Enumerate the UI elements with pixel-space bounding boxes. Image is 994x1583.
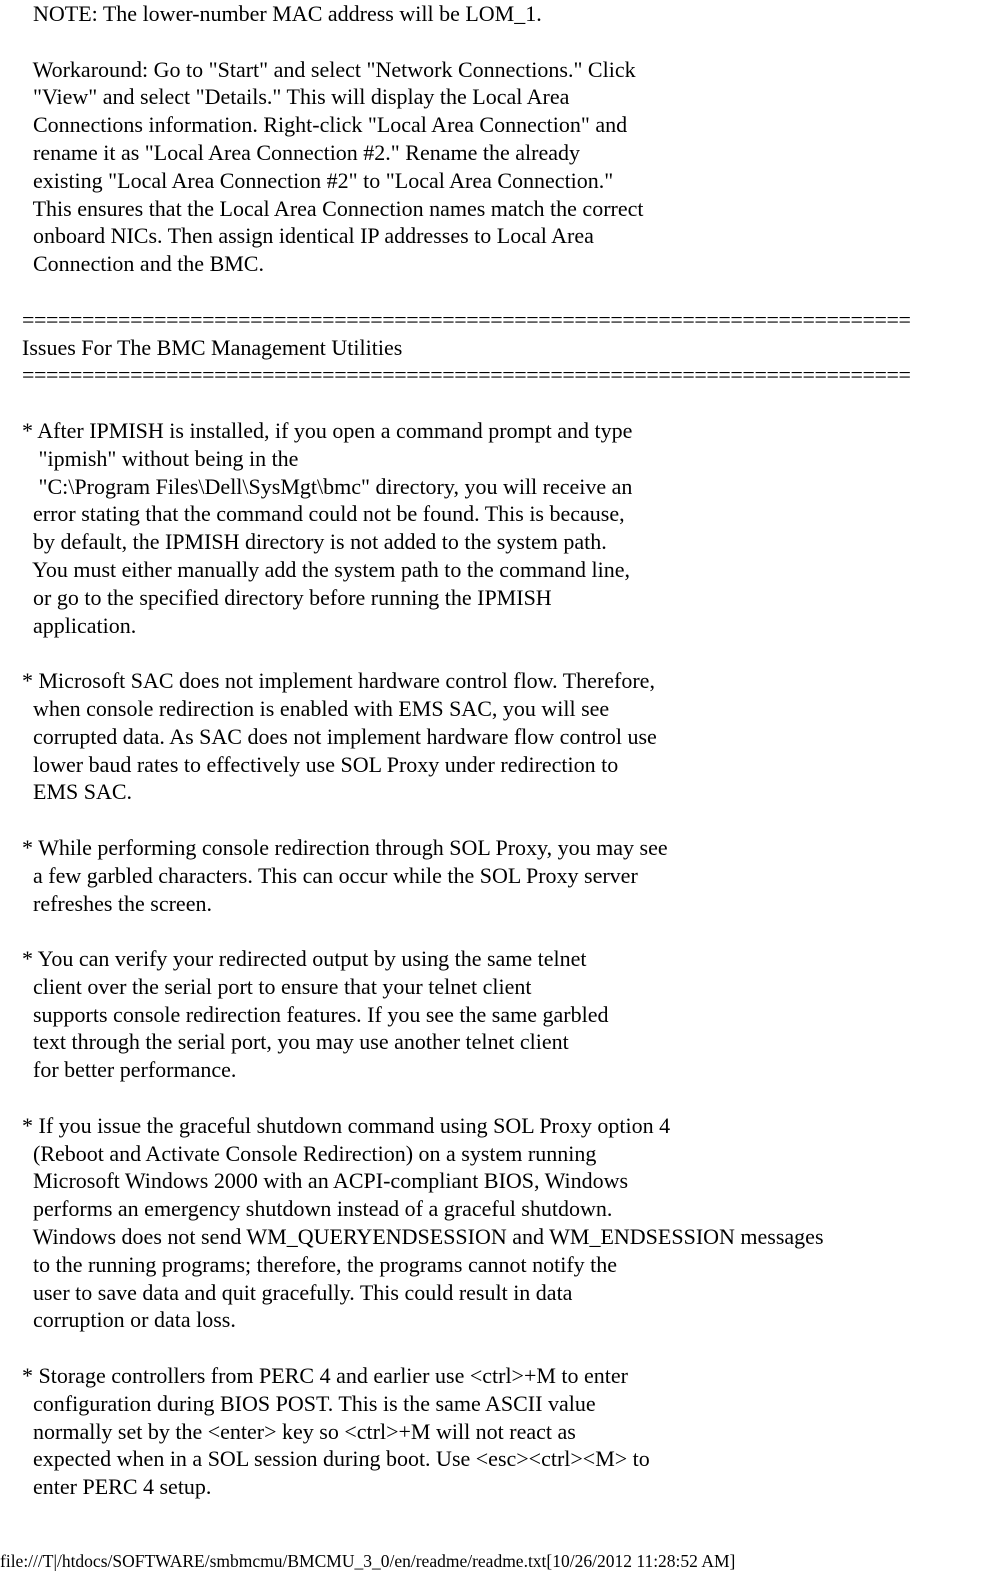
text-line: [22, 389, 987, 417]
text-line: Connections information. Right-click "Local Area Connection" and: [22, 112, 628, 138]
text-line: This ensures that the Local Area Connection names match the correct: [22, 195, 644, 221]
file-path-footer: file:///T|/htdocs/SOFTWARE/smbmcmu/BMCMU_3_0/en/readme/readme.txt[10/26/2012 11:28:52 AM]: [0, 1551, 736, 1571]
text-line: "ipmish" without being in the: [22, 445, 299, 471]
text-line: [22, 806, 987, 834]
text-line: corrupted data. As SAC does not implement hardware flow control use: [22, 723, 657, 749]
text-line: performs an emergency shutdown instead of a graceful shutdown.: [22, 1196, 613, 1222]
text-line: rename it as "Local Area Connection #2." Rename the already: [22, 139, 580, 165]
issue-telnet-verify: [22, 917, 987, 1084]
text-line: * Microsoft SAC does not implement hardware control flow. Therefore,: [22, 668, 655, 694]
text-line: * After IPMISH is installed, if you open a command prompt and type: [22, 417, 633, 443]
text-line: for better performance.: [22, 1057, 237, 1083]
text-line: corruption or data loss.: [22, 1307, 236, 1333]
text-line: * You can verify your redirected output by using the same telnet: [22, 946, 587, 972]
issue-sac-flow-control: [22, 639, 987, 806]
text-line: when console redirection is enabled with EMS SAC, you will see: [22, 695, 610, 721]
text-line: "C:\Program Files\Dell\SysMgt\bmc" directory, you will receive an: [22, 473, 633, 499]
section-divider-bottom: ==========================================================================: [22, 362, 911, 388]
text-line: [22, 639, 987, 667]
text-line: Workaround: Go to "Start" and select "Network Connections." Click: [22, 56, 636, 82]
text-line: or go to the specified directory before running the IPMISH: [22, 584, 552, 610]
text-line: [22, 1334, 987, 1362]
text-line: [22, 278, 987, 306]
text-line: user to save data and quit gracefully. This could result in data: [22, 1279, 573, 1305]
workaround-note: [22, 0, 987, 306]
text-line: (Reboot and Activate Console Redirection) on a system running: [22, 1140, 597, 1166]
text-line: by default, the IPMISH directory is not added to the system path.: [22, 529, 607, 555]
text-line: * If you issue the graceful shutdown command using SOL Proxy option 4: [22, 1112, 671, 1138]
text-line: EMS SAC.: [22, 779, 133, 805]
text-line: client over the serial port to ensure that your telnet client: [22, 973, 532, 999]
text-line: Connection and the BMC.: [22, 251, 264, 277]
text-line: [22, 917, 987, 945]
text-line: text through the serial port, you may use another telnet client: [22, 1029, 569, 1055]
text-line: configuration during BIOS POST. This is the same ASCII value: [22, 1390, 596, 1416]
issue-graceful-shutdown: [22, 1084, 987, 1334]
text-line: a few garbled characters. This can occur while the SOL Proxy server: [22, 862, 638, 888]
issue-ipmish-path: [22, 389, 987, 639]
text-line: Microsoft Windows 2000 with an ACPI-compliant BIOS, Windows: [22, 1168, 629, 1194]
text-line: expected when in a SOL session during boot. Use <esc><ctrl><M> to: [22, 1446, 650, 1472]
text-line: refreshes the screen.: [22, 890, 212, 916]
text-line: onboard NICs. Then assign identical IP addresses to Local Area: [22, 223, 594, 249]
text-line: supports console redirection features. If you see the same garbled: [22, 1001, 609, 1027]
text-line: [22, 1084, 987, 1112]
section-divider-top: ==========================================================================: [22, 306, 911, 332]
text-line: [22, 28, 987, 56]
text-line: lower baud rates to effectively use SOL Proxy under redirection to: [22, 751, 619, 777]
text-line: enter PERC 4 setup.: [22, 1474, 212, 1500]
text-line: * While performing console redirection through SOL Proxy, you may see: [22, 834, 668, 860]
text-line: NOTE: The lower-number MAC address will be LOM_1.: [22, 1, 542, 26]
issue-garbled-characters: [22, 806, 987, 917]
section-heading: Issues For The BMC Management Utilities: [22, 334, 403, 360]
text-line: Windows does not send WM_QUERYENDSESSION and WM_ENDSESSION messages: [22, 1224, 824, 1250]
text-line: * Storage controllers from PERC 4 and earlier use <ctrl>+M to enter: [22, 1363, 629, 1389]
text-line: error stating that the command could not be found. This is because,: [22, 501, 625, 527]
readme-text: [22, 0, 987, 1501]
text-line: application.: [22, 612, 137, 638]
text-line: normally set by the <enter> key so <ctrl>+M will not react as: [22, 1418, 576, 1444]
text-line: "View" and select "Details." This will display the Local Area: [22, 84, 570, 110]
issue-perc-setup: [22, 1334, 987, 1501]
text-line: to the running programs; therefore, the programs cannot notify the: [22, 1251, 618, 1277]
text-line: existing "Local Area Connection #2" to "Local Area Connection.": [22, 167, 614, 193]
text-line: You must either manually add the system path to the command line,: [22, 556, 630, 582]
